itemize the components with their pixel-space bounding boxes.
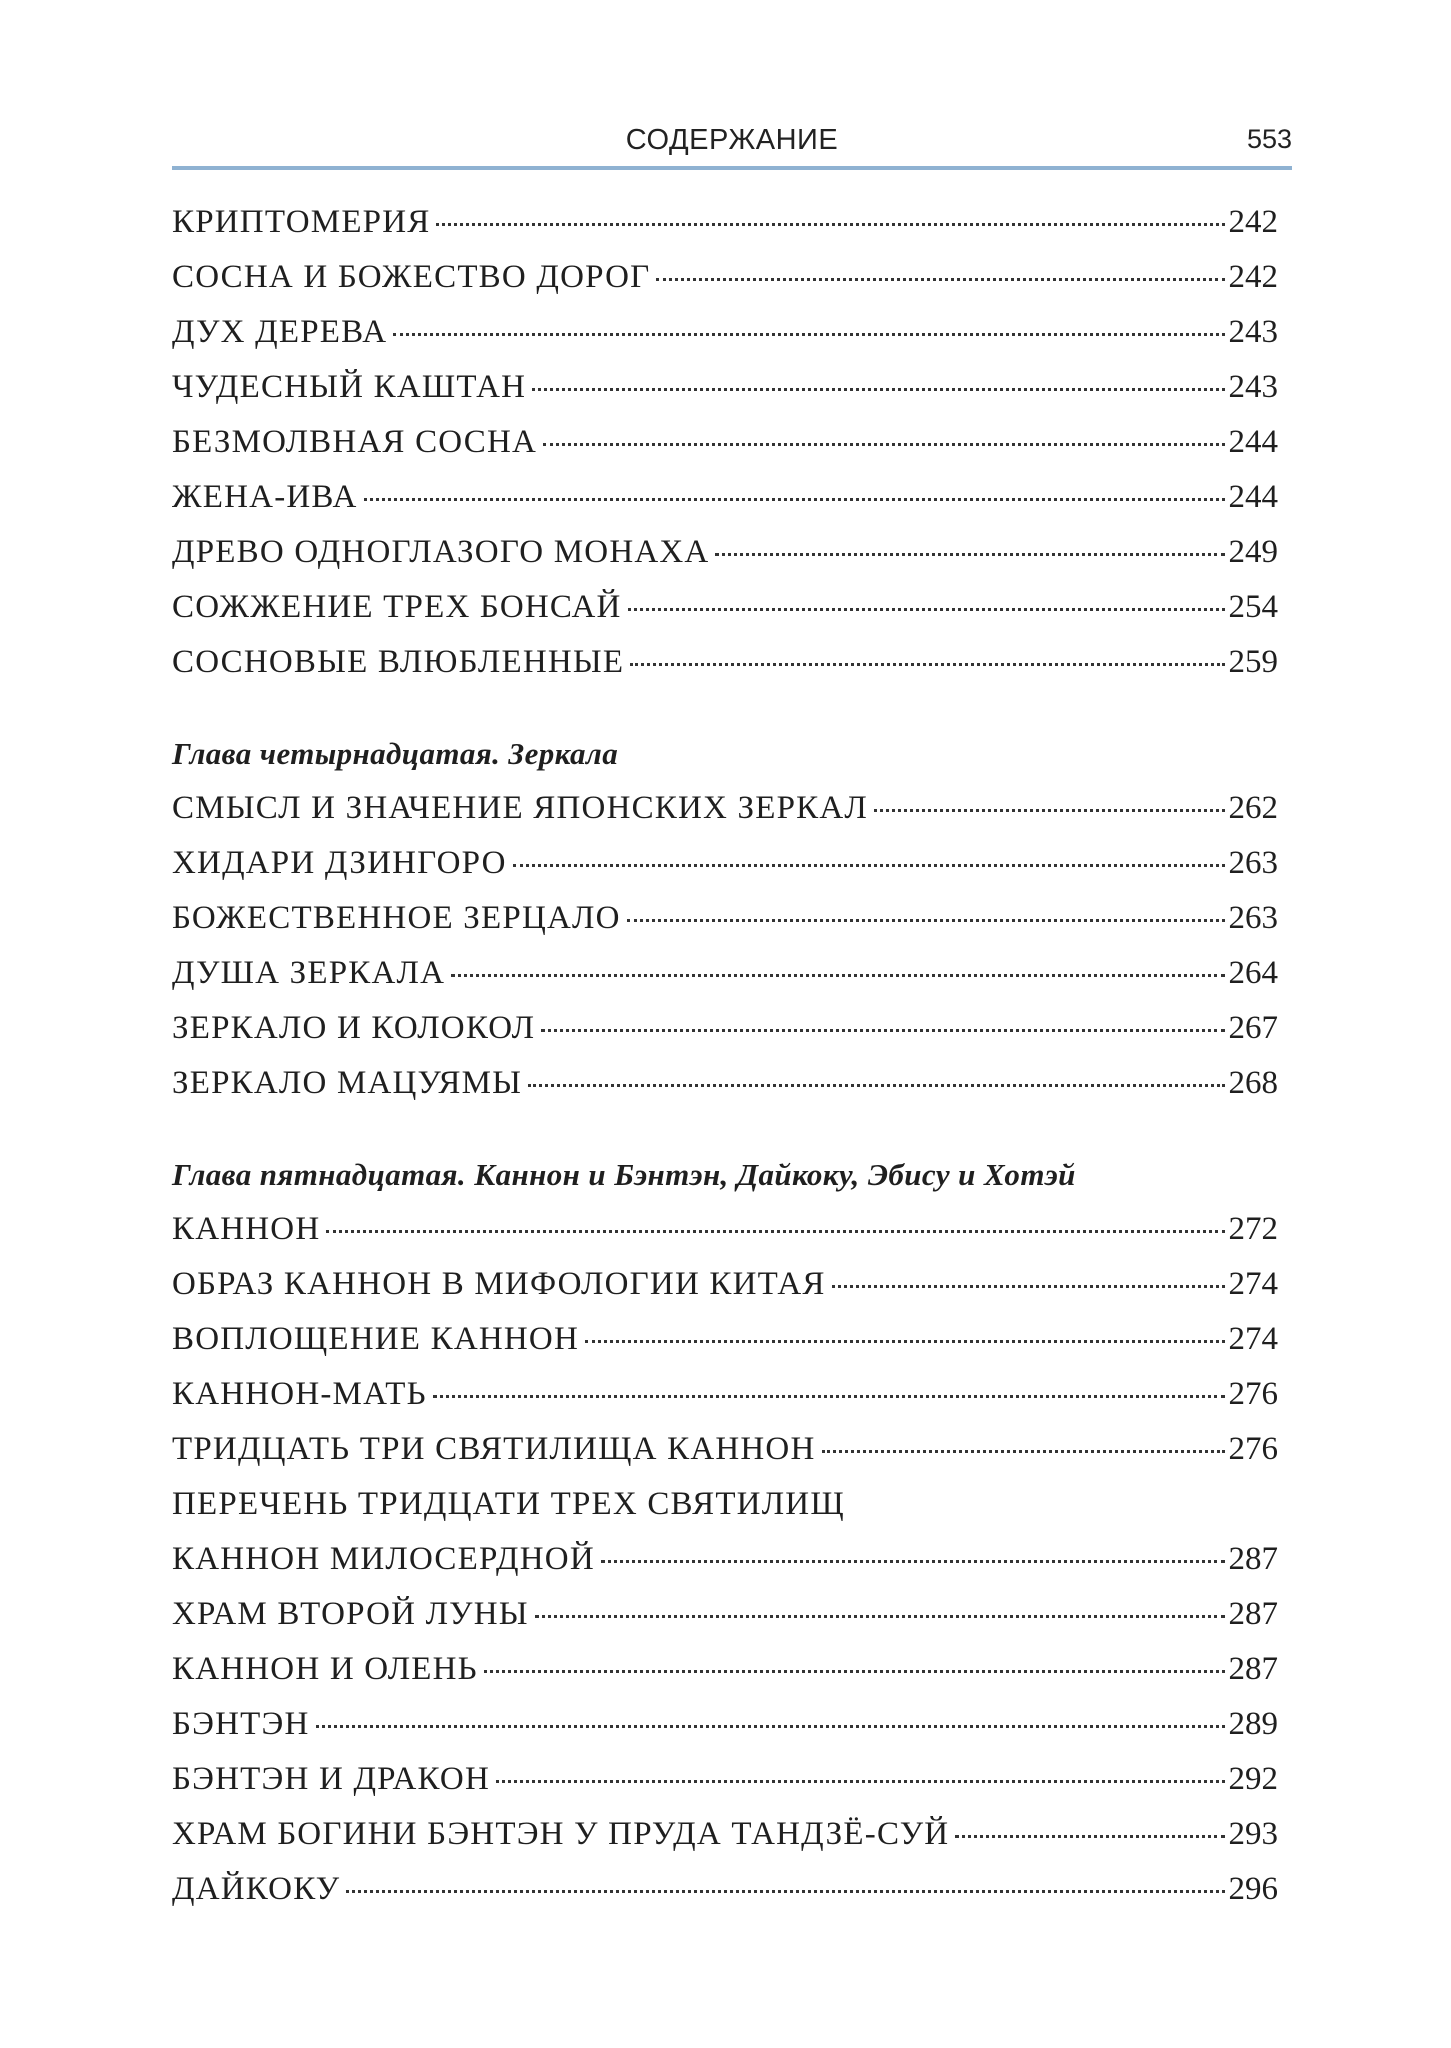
toc-entry-title: ЗЕРКАЛО МАЦУЯМЫ	[172, 1065, 523, 1101]
dot-leader	[832, 1285, 1225, 1288]
toc-entry[interactable]	[172, 1642, 1278, 1697]
toc-entry-title: ХРАМ БОГИНИ БЭНТЭН У ПРУДА ТАНДЗЁ-СУЙ	[172, 1816, 950, 1852]
toc-entry-page: 276	[1228, 1376, 1278, 1412]
toc-entry-title: ТРИДЦАТЬ ТРИ СВЯТИЛИЩА КАННОН	[172, 1431, 816, 1467]
dot-leader	[585, 1340, 1225, 1343]
dot-leader	[496, 1780, 1225, 1783]
toc-entry-title: КРИПТОМЕРИЯ	[172, 204, 431, 240]
toc-entry-page: 267	[1228, 1010, 1278, 1046]
chapter-heading: Глава пятнадцатая. Каннон и Бэнтэн, Дайкоку, Эбису и Хотэй	[172, 1157, 1076, 1192]
toc-entry[interactable]	[172, 1257, 1278, 1312]
dot-leader	[513, 864, 1225, 867]
toc-entry[interactable]	[172, 470, 1278, 525]
toc-entry-page: 296	[1228, 1871, 1278, 1907]
toc-entry-page: 274	[1228, 1266, 1278, 1302]
toc-entry-page: 242	[1228, 204, 1278, 240]
toc-entry-title: ДУХ ДЕРЕВА	[172, 314, 388, 350]
dot-leader	[627, 919, 1225, 922]
toc-entry[interactable]	[172, 1697, 1278, 1752]
toc-entry[interactable]	[172, 635, 1278, 690]
toc-entry[interactable]	[172, 1587, 1278, 1642]
dot-leader	[393, 333, 1224, 336]
toc-entry[interactable]	[172, 1807, 1278, 1862]
dot-leader	[528, 1084, 1224, 1087]
toc-entry-title: ХРАМ ВТОРОЙ ЛУНЫ	[172, 1596, 529, 1632]
running-title: СОДЕРЖАНИЕ	[625, 124, 839, 156]
toc-entry-title: БЕЗМОЛВНАЯ СОСНА	[172, 424, 538, 460]
toc-entry-title: БЭНТЭН	[172, 1706, 310, 1742]
toc-entry-title: ВОПЛОЩЕНИЕ КАННОН	[172, 1321, 579, 1357]
toc-entry[interactable]	[172, 1202, 1278, 1257]
toc-entry[interactable]	[172, 1001, 1278, 1056]
dot-leader	[316, 1725, 1225, 1728]
toc-entry-title: ХИДАРИ ДЗИНГОРО	[172, 845, 507, 881]
toc-entry-page: 262	[1228, 790, 1278, 826]
toc-entry-title: КАННОН И ОЛЕНЬ	[172, 1651, 478, 1687]
toc-entry-page: 268	[1228, 1065, 1278, 1101]
toc-entry-page: 274	[1228, 1321, 1278, 1357]
toc-entry-title: СОСНОВЫЕ ВЛЮБЛЕННЫЕ	[172, 644, 625, 680]
toc-entry-title: БОЖЕСТВЕННОЕ ЗЕРЦАЛО	[172, 900, 621, 936]
toc-entry-page: 244	[1228, 479, 1278, 515]
toc-entry[interactable]	[172, 1422, 1278, 1477]
dot-leader	[346, 1890, 1224, 1893]
toc-entry-page: 287	[1228, 1596, 1278, 1632]
toc-entry-page: 244	[1228, 424, 1278, 460]
toc-entry-page: 287	[1228, 1541, 1278, 1577]
toc-entry[interactable]	[172, 1862, 1278, 1917]
toc-entry-page: 263	[1228, 900, 1278, 936]
toc-entry-title: ОБРАЗ КАННОН В МИФОЛОГИИ КИТАЯ	[172, 1266, 826, 1302]
toc-entry[interactable]	[172, 1477, 1278, 1587]
toc-entry-title: СОСНА И БОЖЕСТВО ДОРОГ	[172, 259, 651, 295]
toc-entry[interactable]	[172, 525, 1278, 580]
toc-entry-page: 259	[1228, 644, 1278, 680]
toc-entry-title: БЭНТЭН И ДРАКОН	[172, 1761, 490, 1797]
toc-entry-page: 293	[1228, 1816, 1278, 1852]
toc-entry-title-line1: ПЕРЕЧЕНЬ ТРИДЦАТИ ТРЕХ СВЯТИЛИЩ	[172, 1486, 845, 1522]
chapter-heading: Глава четырнадцатая. Зеркала	[172, 736, 619, 771]
toc-entry-row	[172, 1532, 1278, 1587]
toc-entry[interactable]	[172, 1367, 1278, 1422]
toc-entry-title: КАННОН	[172, 1211, 321, 1247]
dot-leader	[601, 1560, 1225, 1563]
toc-entry[interactable]	[172, 891, 1278, 946]
dot-leader	[656, 278, 1224, 281]
toc-entry-title: ЖЕНА-ИВА	[172, 479, 358, 515]
dot-leader	[451, 974, 1224, 977]
toc-entry-page: 289	[1228, 1706, 1278, 1742]
toc-entry-page: 272	[1228, 1211, 1278, 1247]
dot-leader	[535, 1615, 1225, 1618]
toc-entry-page: 249	[1228, 534, 1278, 570]
toc-entry[interactable]	[172, 781, 1278, 836]
toc-entry[interactable]	[172, 1056, 1278, 1111]
dot-leader	[955, 1835, 1224, 1838]
dot-leader	[874, 809, 1225, 812]
toc-entry-title: СОЖЖЕНИЕ ТРЕХ БОНСАЙ	[172, 589, 622, 625]
toc-entry-page: 243	[1228, 314, 1278, 350]
header-rule	[172, 166, 1292, 170]
page-number: 553	[1246, 124, 1292, 154]
dot-leader	[628, 608, 1225, 611]
table-of-contents	[172, 195, 1278, 1917]
toc-entry[interactable]	[172, 305, 1278, 360]
dot-leader	[532, 388, 1224, 391]
toc-entry-title: ЗЕРКАЛО И КОЛОКОЛ	[172, 1010, 536, 1046]
dot-leader	[364, 498, 1225, 501]
dot-leader	[630, 663, 1224, 666]
toc-entry-title: СМЫСЛ И ЗНАЧЕНИЕ ЯПОНСКИХ ЗЕРКАЛ	[172, 790, 868, 826]
dot-leader	[484, 1670, 1225, 1673]
toc-entry[interactable]	[172, 250, 1278, 305]
dot-leader	[541, 1029, 1224, 1032]
toc-entry-title: ДУША ЗЕРКАЛА	[172, 955, 446, 991]
dot-leader	[715, 553, 1224, 556]
dot-leader	[326, 1230, 1224, 1233]
toc-entry[interactable]	[172, 360, 1278, 415]
toc-entry[interactable]	[172, 946, 1278, 1001]
toc-entry-page: 254	[1228, 589, 1278, 625]
dot-leader	[543, 443, 1224, 446]
page-header	[172, 118, 1292, 168]
toc-entry-title: КАННОН-МАТЬ	[172, 1376, 427, 1412]
toc-entry-page: 263	[1228, 845, 1278, 881]
toc-entry-page: 243	[1228, 369, 1278, 405]
toc-entry[interactable]	[172, 415, 1278, 470]
toc-entry-page: 287	[1228, 1651, 1278, 1687]
toc-entry-page: 276	[1228, 1431, 1278, 1467]
toc-entry-title: ДАЙКОКУ	[172, 1871, 341, 1907]
toc-entry[interactable]	[172, 580, 1278, 635]
toc-entry-title-line2: КАННОН МИЛОСЕРДНОЙ	[172, 1541, 595, 1577]
toc-entry[interactable]	[172, 195, 1278, 250]
toc-entry-title: ДРЕВО ОДНОГЛАЗОГО МОНАХА	[172, 534, 710, 570]
dot-leader	[436, 223, 1224, 226]
dot-leader	[822, 1450, 1225, 1453]
toc-entry-page: 292	[1228, 1761, 1278, 1797]
toc-entry-page: 242	[1228, 259, 1278, 295]
toc-entry-title: ЧУДЕСНЫЙ КАШТАН	[172, 369, 527, 405]
toc-entry-page: 264	[1228, 955, 1278, 991]
toc-entry[interactable]	[172, 836, 1278, 891]
dot-leader	[433, 1395, 1225, 1398]
toc-entry[interactable]	[172, 1752, 1278, 1807]
toc-entry[interactable]	[172, 1312, 1278, 1367]
